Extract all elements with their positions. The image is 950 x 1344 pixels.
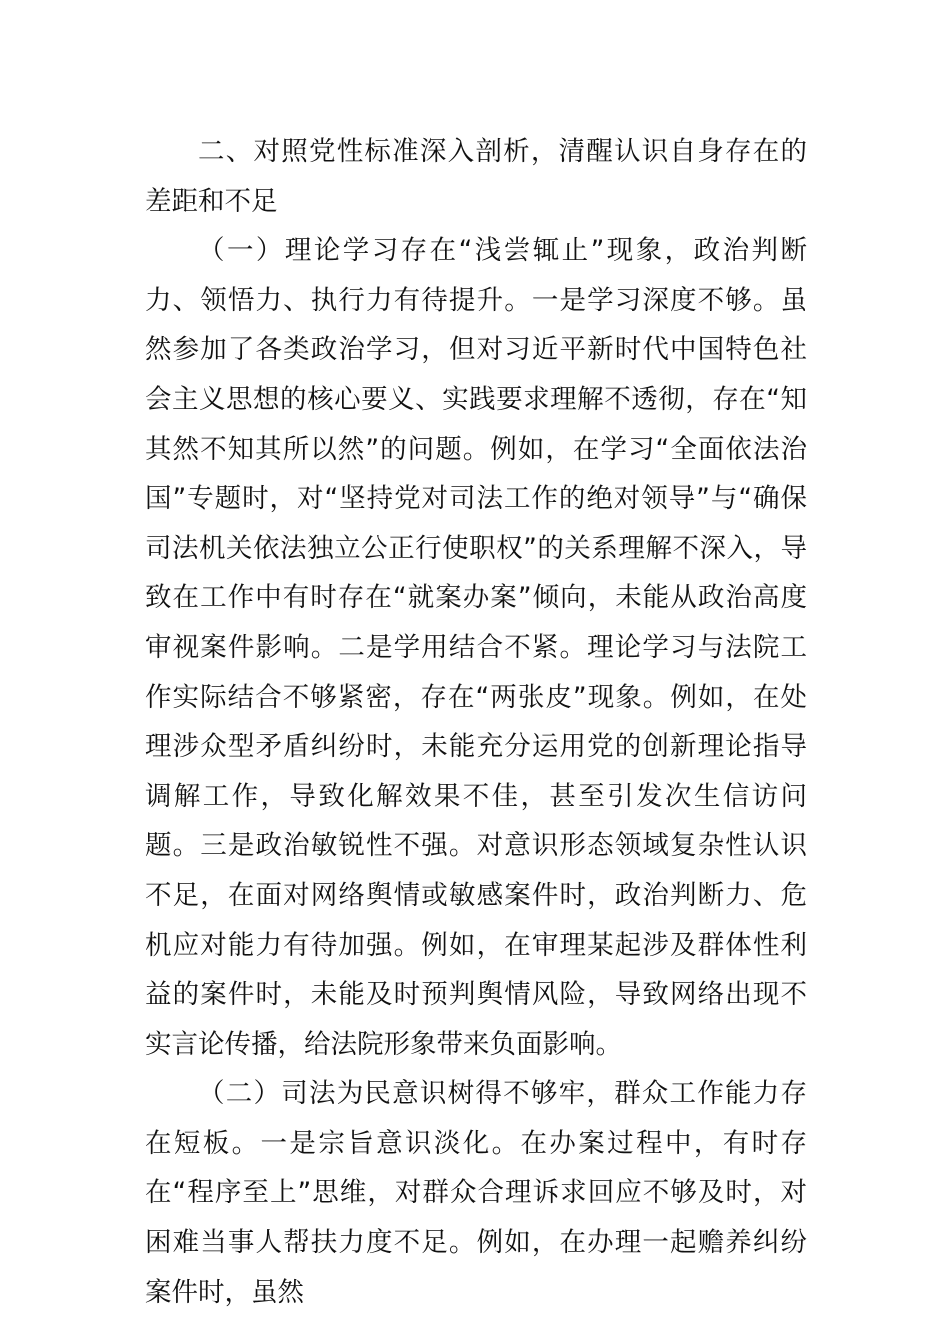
section-heading: 二、对照党性标准深入剖析，清醒认识自身存在的差距和不足	[145, 136, 807, 217]
paragraph-theory-study: （一）理论学习存在“浅尝辄止”现象，政治判断力、领悟力、执行力有待提升。一是学习深度不够。虽然参加了各类政治学习，但对习近平新时代中国特色社会主义思想的核心要义、实践要求理解不透彻，存在“知其然不知其所以然”的问题。例如，在学习“全面依法治国”专题时，对“坚持党对司法工作的绝对领导”与“确保司法机关依法独立公正行使职权”的关系理解不深入，导致在工作中有时存在“就案办案”倾向，未能从政治高度审视案件影响。二是学用结合不紧。理论学习与法院工作实际结合不够紧密，存在“两张皮”现象。例如，在处理涉众型矛盾纠纷时，未能充分运用党的创新理论指导调解工作，导致化解效果不佳，甚至引发次生信访问题。三是政治敏锐性不强。对意识形态领域复杂性认识不足，在面对网络舆情或敏感案件时，政治判断力、危机应对能力有待加强。例如，在审理某起涉及群体性利益的案件时，未能及时预判舆情风险，导致网络出现不实言论传播，给法院形象带来负面影响。	[145, 235, 807, 1060]
paragraph-judicial-for-people: （二）司法为民意识树得不够牢，群众工作能力存在短板。一是宗旨意识淡化。在办案过程中，有时存在“程序至上”思维，对群众合理诉求回应不够及时，对困难当事人帮扶力度不足。例如，在办理一起赡养纠纷案件时，虽然	[145, 1078, 807, 1308]
document-body	[145, 127, 807, 1317]
